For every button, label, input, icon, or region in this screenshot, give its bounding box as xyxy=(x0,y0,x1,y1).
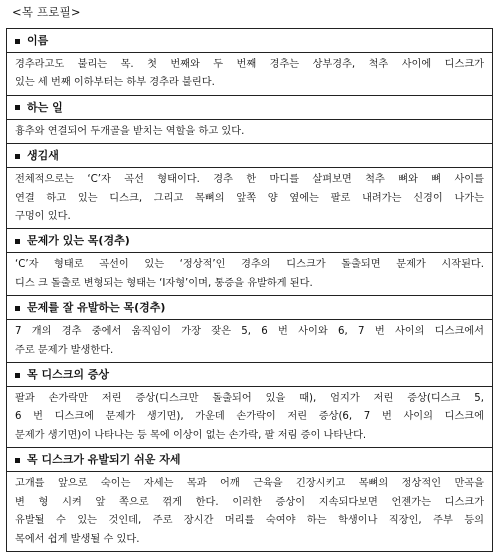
section-heading-name xyxy=(7,29,492,53)
square-bullet-icon xyxy=(15,373,20,378)
body-line: 연결 하고 있는 디스크, 그리고 목뼈의 앞쪽 양 옆에는 팔로 내려가는 신경이 나가는 xyxy=(15,192,484,204)
body-line: 팔과 손가락만 저린 증상(디스크만 돌출되어 있을 때), 엄지가 저린 증상(디스크 5, xyxy=(15,393,484,405)
body-line: 고개를 앞으로 숙이는 자세는 목과 어깨 근육을 긴장시키고 목뼈의 정상적인 만곡을 xyxy=(15,478,484,490)
body-line: 7 개의 경추 중에서 움직임이 가장 잦은 5, 6 번 사이와 6, 7 번 사이의 디스크에서 xyxy=(15,326,484,338)
section-heading-label: 문제를 잘 유발하는 목(경추) xyxy=(27,301,166,315)
body-line: 전체적으로는 ‘C’자 곡선 형태이다. 경추 한 마디를 살펴보면 척추 뼈와 뼈 사이를 xyxy=(15,174,484,186)
square-bullet-icon xyxy=(15,39,20,44)
body-line: ‘C’자 형태로 곡선이 있는 ‘정상적’인 경추의 디스크가 돌출되면 문제가 시작된다. xyxy=(15,259,484,271)
section-heading-role xyxy=(7,96,492,120)
section-heading-label: 문제가 있는 목(경추) xyxy=(27,234,130,248)
section-heading-shape xyxy=(7,144,492,168)
body-line: 경추라고도 불리는 목. 첫 번째와 두 번째 경추는 상부경추, 척추 사이에 디스크가 xyxy=(15,59,484,70)
section-body-name xyxy=(7,53,492,96)
body-line: 목에서 쉽게 발생될 수 있다. xyxy=(15,533,140,545)
section-body-problem-neck xyxy=(7,253,492,296)
body-line: 디스 크 돌출로 변형되는 형태는 ‘I자형’이며, 통증을 유발하게 된다. xyxy=(15,277,313,289)
body-line: 6 번 디스크에 문제가 생기면), 가운데 손가락이 저린 증상(6, 7 번 사이의 디스크에 xyxy=(15,411,484,423)
body-line: 구멍이 있다. xyxy=(15,211,71,223)
section-heading-symptoms xyxy=(7,363,492,387)
section-heading-label: 목 디스크가 유발되기 쉬운 자세 xyxy=(27,453,181,467)
body-line: 주로 문제가 발생한다. xyxy=(15,344,114,356)
section-body-symptoms xyxy=(7,387,492,448)
section-heading-label: 하는 일 xyxy=(27,100,63,114)
section-body-shape xyxy=(7,168,492,229)
body-line: 유발될 수 있는 것인데, 주로 장시간 머리를 숙여야 하는 학생이나 직장인, 주부 등의 xyxy=(15,515,484,527)
section-body-problem-prone xyxy=(7,320,492,363)
body-line: 있는 세 번째 이하부터는 하부 경추라 불린다. xyxy=(15,77,215,89)
section-heading-label: 이름 xyxy=(27,34,49,47)
square-bullet-icon xyxy=(15,105,20,110)
section-heading-problem-prone xyxy=(7,296,492,320)
body-line: 문제가 생기면)이 나타나는 등 목에 이상이 없는 손가락, 팔 저림 증이 나타난다. xyxy=(15,429,367,441)
page-title: <목 프로필> xyxy=(12,5,81,19)
square-bullet-icon xyxy=(15,239,20,244)
section-heading-posture xyxy=(7,448,492,472)
body-line: 흉추와 연결되어 두개골을 받치는 역할을 하고 있다. xyxy=(15,125,245,137)
square-bullet-icon xyxy=(15,154,20,159)
square-bullet-icon xyxy=(15,458,20,463)
square-bullet-icon xyxy=(15,306,20,311)
section-heading-label: 목 디스크의 증상 xyxy=(27,368,110,382)
profile-table xyxy=(6,28,493,552)
body-line: 변 형 시켜 앞 쪽으로 꺾게 한다. 이러한 증상이 지속되다보면 언젠가는 디스크가 xyxy=(15,496,484,508)
section-body-posture xyxy=(7,472,492,552)
section-heading-label: 생김새 xyxy=(27,149,59,163)
section-body-role xyxy=(7,120,492,144)
section-heading-problem-neck xyxy=(7,229,492,253)
